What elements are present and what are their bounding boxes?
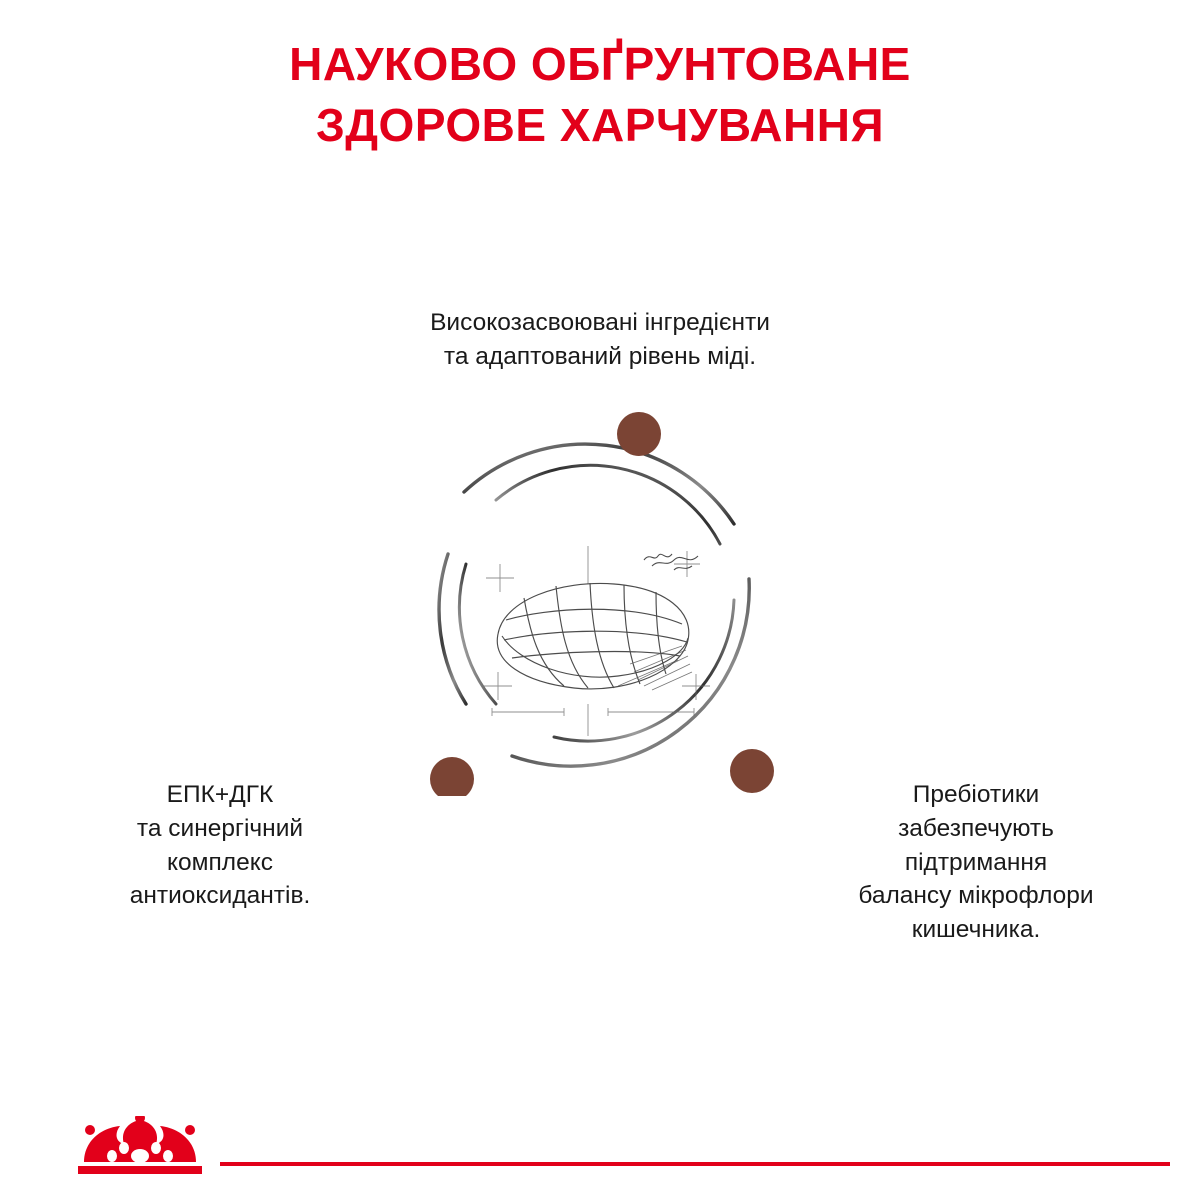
callout-right-line-3: підтримання	[904, 848, 1048, 876]
callout-top	[300, 306, 900, 374]
callout-left	[60, 778, 380, 913]
callout-right-line-4: балансу мікрофлори	[858, 882, 1094, 910]
kibble-sketch	[468, 536, 730, 741]
callout-left-line-2: та синергічний	[136, 814, 304, 842]
callout-right	[800, 778, 1152, 947]
page-title-line-1: НАУКОВО ОБҐРУНТОВАНЕ	[289, 38, 911, 90]
callout-right-line-5: кишечника.	[911, 916, 1041, 944]
royal-canin-crown-logo	[70, 1116, 210, 1190]
node-top-dot	[617, 412, 661, 456]
node-bottom-left-dot	[430, 757, 474, 796]
callout-right-line-2: забезпечують	[898, 814, 1054, 842]
node-bottom-right-dot	[730, 749, 774, 793]
page-title	[0, 34, 1200, 155]
callout-top-line-1: Високозасвоювані інгредієнти	[430, 309, 770, 336]
callout-top-line-2: та адаптований рівень міді.	[443, 342, 757, 370]
page-title-line-2: ЗДОРОВЕ ХАРЧУВАННЯ	[315, 98, 885, 151]
callout-right-line-1: Пребіотики	[912, 781, 1040, 808]
footer	[0, 1112, 1200, 1200]
footer-divider	[220, 1162, 1170, 1166]
nutrition-diagram	[404, 404, 796, 874]
callout-left-line-1: ЕПК+ДГК	[166, 781, 274, 808]
callout-left-line-3: комплекс	[167, 848, 273, 876]
callout-left-line-4: антиоксидантів.	[129, 882, 311, 910]
